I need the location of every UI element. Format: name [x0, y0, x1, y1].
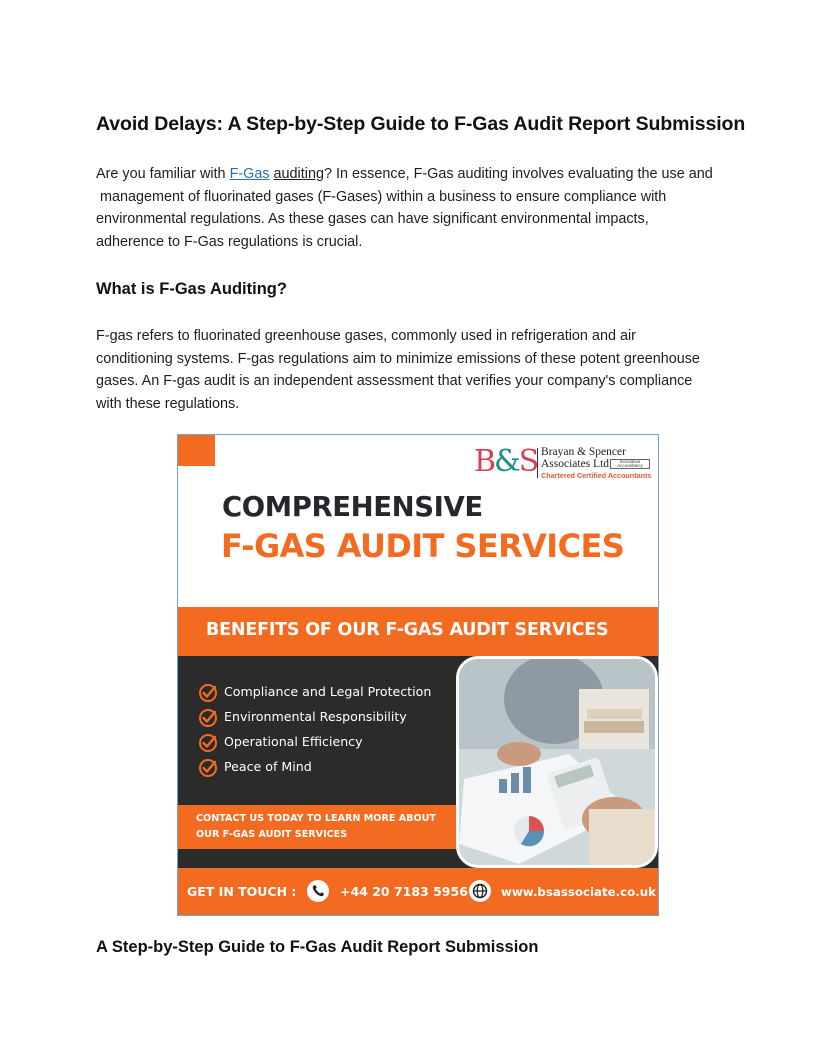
banner-title-line1: COMPREHENSIVE: [222, 491, 483, 523]
accountant-calculator-photo: [456, 656, 658, 868]
article-title: Avoid Delays: A Step-by-Step Guide to F-Gas Audit Report Submission: [96, 113, 746, 135]
paragraph-line: with these regulations.: [96, 395, 240, 412]
globe-icon: [469, 880, 491, 902]
intro-line-2: management of fluorinated gases (F-Gases) within a business to ensure compliance with: [96, 188, 667, 205]
contact-cta-text: [196, 811, 436, 843]
logo-mark: [474, 445, 537, 479]
contact-cta-line1: CONTACT US TODAY TO LEARN MORE ABOUT: [196, 813, 436, 824]
logo-company-name-line1: Brayan & Spencer: [541, 446, 626, 458]
benefit-label: Environmental Responsibility: [224, 709, 407, 724]
benefits-heading-bar: [178, 607, 658, 656]
logo-mark-s: S: [518, 444, 538, 479]
check-circle-icon: [198, 708, 218, 728]
logo-subtitle: Chartered Certified Accountants: [541, 471, 652, 480]
logo-divider: [537, 448, 538, 478]
check-circle-icon: [198, 683, 218, 703]
benefit-label: Compliance and Legal Protection: [224, 684, 432, 699]
brayan-spencer-logo: [474, 446, 652, 482]
f-gas-link[interactable]: F-Gas: [229, 166, 270, 182]
paragraph-line: gases. An F-gas audit is an independent assessment that verifies your company's compliance: [96, 373, 693, 389]
corner-accent-block: [178, 435, 215, 466]
auditing-link[interactable]: auditing: [273, 166, 324, 182]
contact-cta-bar: [178, 805, 458, 849]
logo-mark-b: B: [474, 444, 495, 479]
get-in-touch-label: GET IN TOUCH :: [187, 884, 297, 899]
banner-title-line2: F-GAS AUDIT SERVICES: [221, 527, 625, 565]
intro-paragraph: [96, 163, 721, 253]
contact-footer-bar: [178, 868, 658, 916]
fgas-audit-services-banner: [177, 434, 659, 916]
phone-number: +44 20 7183 5956: [340, 884, 468, 899]
logo-mark-amp: &: [494, 444, 519, 479]
benefit-label: Operational Efficiency: [224, 734, 363, 749]
intro-line-3: environmental regulations. As these gases can have significant environmental impacts,: [96, 211, 649, 227]
website-url: www.bsassociate.co.uk: [501, 885, 656, 899]
paragraph-line: conditioning systems. F-gas regulations aim to minimize emissions of these potent greenhouse: [96, 350, 700, 367]
intro-line-1: [96, 163, 721, 186]
check-circle-icon: [198, 758, 218, 778]
benefit-label: Peace of Mind: [224, 759, 312, 774]
benefits-heading: BENEFITS OF OUR F-GAS AUDIT SERVICES: [206, 620, 609, 640]
section-heading-what-is-fgas: What is F-Gas Auditing?: [96, 280, 287, 298]
paragraph-line: F-gas refers to fluorinated greenhouse gases, commonly used in refrigeration and air: [96, 328, 636, 344]
intro-text-after-link: ? In essence, F-Gas auditing involves evaluating the use and: [323, 166, 713, 182]
check-circle-icon: [198, 733, 218, 753]
intro-line-4: adherence to F-Gas regulations is crucial.: [96, 233, 363, 250]
photo-illustration: [459, 659, 658, 868]
phone-icon: [307, 880, 329, 902]
logo-tagline-badge: Innovative Accountancy: [610, 459, 650, 469]
section-heading-step-by-step: A Step-by-Step Guide to F-Gas Audit Report Submission: [96, 938, 539, 956]
intro-text-before-link: Are you familiar with: [96, 166, 230, 182]
logo-company-name-line2: Associates Ltd.: [541, 458, 612, 470]
contact-cta-line2: OUR F-GAS AUDIT SERVICES: [196, 829, 348, 840]
section-paragraph-fgas: [96, 325, 721, 415]
